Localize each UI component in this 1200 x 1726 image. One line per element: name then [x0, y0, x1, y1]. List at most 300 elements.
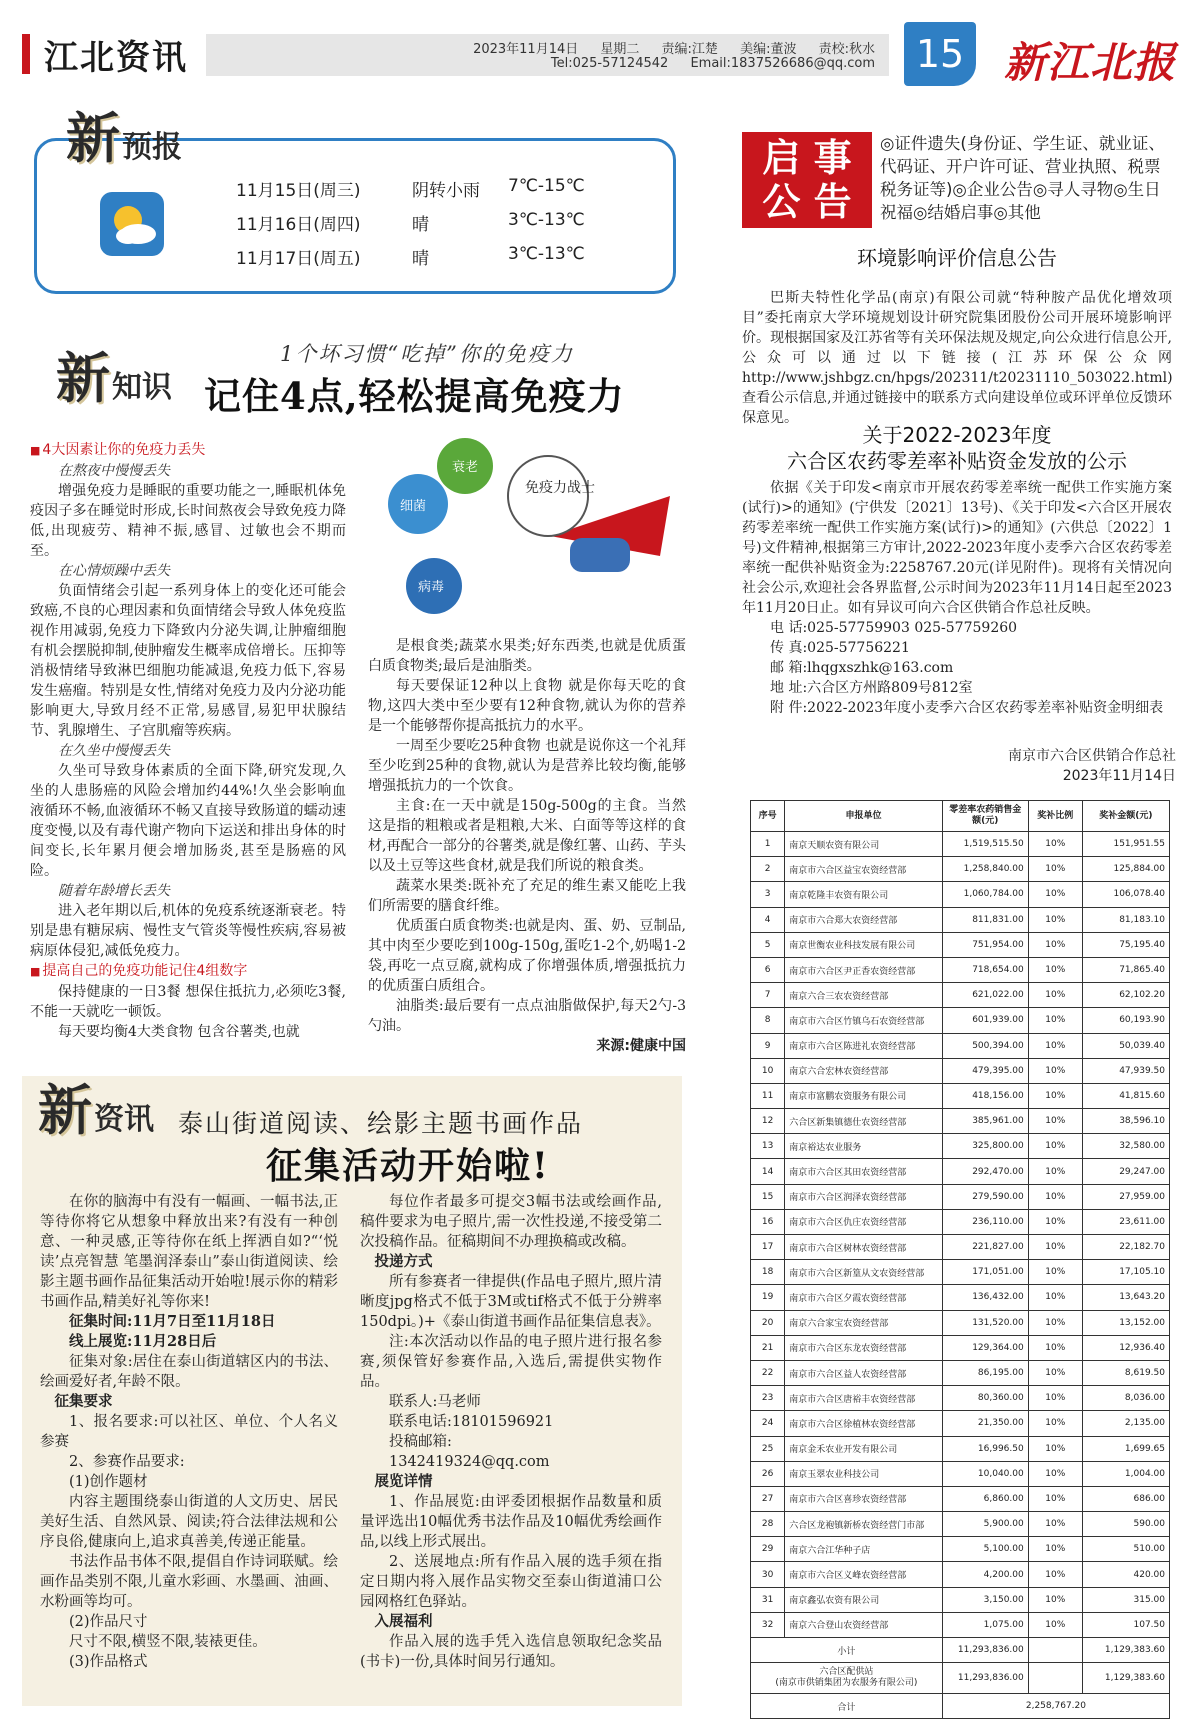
cell: 10%	[1028, 1512, 1082, 1537]
forecast-tag-small: 预报	[122, 130, 182, 165]
cell: 南京乾隆丰农资有限公司	[785, 882, 943, 907]
cell: 10%	[1028, 1184, 1082, 1209]
table-row	[751, 1411, 1170, 1436]
article-column-2	[368, 636, 686, 1056]
cell: 1,060,784.00	[942, 882, 1028, 907]
cell: 75,195.40	[1082, 932, 1169, 957]
cell: 1	[751, 832, 785, 857]
table-row	[751, 1310, 1170, 1335]
coop-label: 六合区配供站	[819, 1667, 874, 1678]
cell: 26	[751, 1461, 785, 1486]
cell: 南京鑫弘农资有限公司	[785, 1587, 943, 1612]
table-row	[751, 1335, 1170, 1360]
table-row	[751, 1209, 1170, 1234]
cell: 125,884.00	[1082, 857, 1169, 882]
col-header: 零差率农药销售金额(元)	[942, 801, 1028, 832]
cell: 62,102.20	[1082, 983, 1169, 1008]
cell: 南京市六合区益宝农资经营部	[785, 857, 943, 882]
paragraph: 1、作品展览:由评委团根据作品数量和质量评选出10幅优秀书法作品及10幅优秀绘画作品,以线上形式展出。	[360, 1494, 662, 1550]
cell: 811,831.00	[942, 907, 1028, 932]
cell	[1028, 1663, 1082, 1694]
cell: 27	[751, 1486, 785, 1511]
cell: 18	[751, 1260, 785, 1285]
cell: 21	[751, 1335, 785, 1360]
cell: 1,258,840.00	[942, 857, 1028, 882]
paragraph: 注:本次活动以作品的电子照片进行报名参赛,须保管好参赛作品,入选后,需提供实物作品。	[360, 1334, 662, 1390]
title-line: 关于2022-2023年度	[862, 423, 1052, 447]
subhead: 投递方式	[374, 1253, 433, 1270]
cell: 418,156.00	[942, 1083, 1028, 1108]
contact-tel: Tel:025-57124542	[550, 56, 669, 71]
cell: 10	[751, 1058, 785, 1083]
table-header-row	[751, 801, 1170, 832]
cell: 10%	[1028, 1612, 1082, 1637]
paragraph: (1)创作题材	[69, 1474, 148, 1490]
paragraph: 1、报名要求:可以社区、单位、个人名义参赛	[40, 1414, 338, 1450]
subhead: 在心情烦躁中丢失	[58, 563, 170, 579]
paragraph: (3)作品格式	[69, 1654, 148, 1670]
cell: 14	[751, 1159, 785, 1184]
cell: 10%	[1028, 1562, 1082, 1587]
section-head: ■ 4大因素让你的免疫力丢失	[30, 440, 346, 461]
cell: 11	[751, 1083, 785, 1108]
cell: 南京市六合区益人农资经营部	[785, 1360, 943, 1385]
designer: 美编:董波	[740, 42, 797, 57]
paragraph: 久坐可导致身体素质的全面下降,研究发现,久坐的人患肠癌的风险会增加约44%!久坐会影响血液循环不畅,血液循环不畅又直接导致肠道的蠕动速度变慢,以及有毒代谢产物向下运送和排出身体的时间变长,长年累月便会增加肠炎,甚至是肠癌的风险。	[30, 763, 346, 879]
table-row	[751, 1436, 1170, 1461]
contact-address: 地 址:六合区方州路809号812室	[770, 680, 973, 696]
paragraph: 书法作品书体不限,提倡自作诗词联赋。绘画作品类别不限,儿童水彩画、水墨画、油画、水粉画等均可。	[40, 1554, 338, 1610]
cell: 10%	[1028, 957, 1082, 982]
contact: 投稿邮箱:	[389, 1434, 452, 1450]
online-exhibit: 线上展览:11月28日后	[69, 1333, 217, 1350]
paragraph: 进入老年期以后,机体的免疫系统逐渐衰老。特别是患有糖尿病、慢性支气管炎等慢性疾病,容易被病原体侵犯,减低免疫力。	[30, 903, 346, 959]
table-row	[751, 832, 1170, 857]
signer: 南京市六合区供销合作总社	[1008, 748, 1176, 764]
table-row	[751, 1537, 1170, 1562]
paragraph: 保持健康的一日3餐 想保住抵抗力,必须吃3餐,不能一天就吃一顿饭。	[30, 984, 346, 1020]
cell: 7	[751, 983, 785, 1008]
cell: 10%	[1028, 1335, 1082, 1360]
cell: 12	[751, 1109, 785, 1134]
cell: 21,350.00	[942, 1411, 1028, 1436]
forecast-temp: 3℃-13℃	[508, 244, 585, 264]
cell: 13	[751, 1134, 785, 1159]
cell: 8	[751, 1008, 785, 1033]
cell: 136,432.00	[942, 1285, 1028, 1310]
cell: 10%	[1028, 1058, 1082, 1083]
cell: 129,364.00	[942, 1335, 1028, 1360]
cell: 10%	[1028, 1033, 1082, 1058]
table-row	[751, 1285, 1170, 1310]
table-row	[751, 1159, 1170, 1184]
cell: 686.00	[1082, 1486, 1169, 1511]
contact-phone: 电 话:025-57759903 025-57759260	[770, 620, 1018, 636]
cell: 50,039.40	[1082, 1033, 1169, 1058]
cell: 南京金禾农业开发有限公司	[785, 1436, 943, 1461]
news-tag-big: 新	[38, 1078, 92, 1142]
knowledge-tag-small: 知识	[112, 370, 172, 405]
paragraph: 2、送展地点:所有作品入展的选手须在指定日期内将入展作品实物交至泰山街道浦口公园网格红色驿站。	[360, 1554, 662, 1610]
cell: 1,519,515.50	[942, 832, 1028, 857]
subsidy-notice-title	[742, 422, 1172, 474]
cell: 2,258,767.20	[942, 1694, 1169, 1719]
cell: 11,293,836.00	[942, 1638, 1028, 1663]
cell: 南京六合登山农资经营部	[785, 1612, 943, 1637]
hero-label: 免疫力战士	[525, 480, 595, 496]
cell: 10%	[1028, 1235, 1082, 1260]
cell: 1,004.00	[1082, 1461, 1169, 1486]
title-line: 六合区农药零差率补贴资金发放的公示	[787, 449, 1127, 473]
section-title: 江北资讯	[44, 38, 188, 78]
cell: 南京市六合区唐裕丰农资经营部	[785, 1386, 943, 1411]
cell: 南京市六合区尹正香农资经营部	[785, 957, 943, 982]
subhead: 在熬夜中慢慢丢失	[58, 463, 170, 479]
page-number: 15	[904, 22, 976, 86]
cell: 南京市六合区树林农资经营部	[785, 1235, 943, 1260]
cell: 107.50	[1082, 1612, 1169, 1637]
cell: 71,865.40	[1082, 957, 1169, 982]
knowledge-tag-big: 新	[56, 346, 110, 410]
forecast-weather: 晴	[412, 249, 429, 269]
subhead: 征集要求	[54, 1393, 113, 1410]
cell: 南京市六合区陈进礼农资经营部	[785, 1033, 943, 1058]
article-column-1	[30, 440, 346, 1042]
cell: 8,619.50	[1082, 1360, 1169, 1385]
cell: 南京市六合区东龙农资经营部	[785, 1335, 943, 1360]
cell: 南京市六合区其田农资经营部	[785, 1159, 943, 1184]
cell: 5,900.00	[942, 1512, 1028, 1537]
cell: 10%	[1028, 1008, 1082, 1033]
col-header: 序号	[751, 801, 785, 832]
cell: 23	[751, 1386, 785, 1411]
germ-label: 衰老	[452, 460, 479, 475]
cell: 420.00	[1082, 1562, 1169, 1587]
cell: 10%	[1028, 1587, 1082, 1612]
cell: 10%	[1028, 1411, 1082, 1436]
table-body	[751, 832, 1170, 1638]
table-row	[751, 1512, 1170, 1537]
table-row	[751, 857, 1170, 882]
cell: 8,036.00	[1082, 1386, 1169, 1411]
notice-label-line: 公 告	[762, 179, 852, 224]
forecast-weather: 晴	[412, 215, 429, 235]
cell: 325,800.00	[942, 1134, 1028, 1159]
cell: 86,195.00	[942, 1360, 1028, 1385]
cell: 南京市六合区仇庄农资经营部	[785, 1209, 943, 1234]
cell	[751, 1663, 943, 1694]
cell: 15	[751, 1184, 785, 1209]
cell: 28	[751, 1512, 785, 1537]
editor: 责编:江楚	[661, 42, 718, 57]
paragraph: 在你的脑海中有没有一幅画、一幅书法,正等待你将它从想象中释放出来?有没有一种创意、一种灵感,正等待你在纸上挥洒自如?“‘悦读’点亮智慧 笔墨润泽泰山”泰山街道阅读、绘影主题书画作品征集活动开始啦!展示你的精彩书画作品,精美好礼等你来!	[40, 1194, 338, 1310]
attachment: 附 件:2022-2023年度小麦季六合区农药零差率补贴资金明细表	[770, 700, 1164, 716]
cell: 38,596.10	[1082, 1109, 1169, 1134]
forecast-weather: 阴转小雨	[412, 181, 480, 201]
table-row	[751, 983, 1170, 1008]
table-row	[751, 1184, 1170, 1209]
section-head: ■ 提高自己的免疫功能记住4组数字	[30, 961, 346, 982]
cell: 南京天顺农资有限公司	[785, 832, 943, 857]
cell: 9	[751, 1033, 785, 1058]
notice-label	[742, 132, 872, 228]
section-accent-bar	[22, 34, 30, 74]
table-row	[751, 1612, 1170, 1637]
cell: 南京裕达农业服务	[785, 1134, 943, 1159]
total-row	[751, 1694, 1170, 1719]
cell: 151,951.55	[1082, 832, 1169, 857]
table-row	[751, 1008, 1170, 1033]
subsidy-table	[750, 800, 1170, 1719]
subtotal-row	[751, 1638, 1170, 1663]
cell	[1028, 1638, 1082, 1663]
forecast-row	[0, 244, 700, 268]
paragraph: 增强免疫力是睡眠的重要功能之一,睡眠机体免疫因子多在睡觉时形成,长时间熬夜会导致免疫力降低,出现疲劳、精神不振,感冒、过敏也会不期而至。	[30, 483, 346, 559]
cell: 47,939.50	[1082, 1058, 1169, 1083]
cell: 41,815.60	[1082, 1083, 1169, 1108]
cell: 510.00	[1082, 1537, 1169, 1562]
cell: 315.00	[1082, 1587, 1169, 1612]
cell: 10%	[1028, 1537, 1082, 1562]
cell: 6	[751, 957, 785, 982]
table-row	[751, 1033, 1170, 1058]
contact: 联系电话:18101596921	[389, 1414, 554, 1430]
cell: 11,293,836.00	[942, 1663, 1028, 1694]
cell: 17	[751, 1235, 785, 1260]
paragraph: (2)作品尺寸	[69, 1614, 148, 1630]
paragraph: 依据《关于印发<南京市开展农药零差率统一配供工作实施方案(试行)>的通知》(宁供发〔2021〕13号)、《关于印发<六合区开展农药零差率统一配供工作实施方案(试行)>的通知》(六供总〔2022〕1号)文件精神,根据第三方审计,2022-2023年度小麦季六合区农药零差率统一配供补贴资金为:2258767.20元(详见附件)。现将有关情况向社会公示,欢迎社会各界监督,公示时间为2023年11月14日起至2023年11月20日止。如有异议可向六合区供销合作总社反映。	[742, 480, 1172, 616]
col-header: 奖补金额(元)	[1082, 801, 1169, 832]
cell: 221,827.00	[942, 1235, 1028, 1260]
cell: 10,040.00	[942, 1461, 1028, 1486]
contact: 联系人:马老师	[389, 1394, 481, 1410]
forecast-tag	[66, 96, 182, 173]
news-column-left	[40, 1192, 338, 1672]
paragraph: 负面情绪会引起一系列身体上的变化还可能会致癌,不良的心理因素和负面情绪会导致人体免疫监视作用减弱,免疫力下降致内分泌失调,让肿瘤细胞有机会摆脱抑制,使肿瘤发生概率成倍增长。压抑等消极情绪导致淋巴细胞功能减退,免疫力低下,容易发生癌瘤。特别是女性,情绪对免疫力及内分泌功能影响更大,导致月经不正常,易感冒,易犯甲状腺结节、乳腺增生、子宫肌瘤等疾病。	[30, 583, 346, 739]
cell: 10%	[1028, 907, 1082, 932]
cell: 590.00	[1082, 1512, 1169, 1537]
cell: 31	[751, 1587, 785, 1612]
cell: 南京市六合郑大农资经营部	[785, 907, 943, 932]
contact-email: Email:1837526686@qq.com	[690, 56, 875, 71]
table-row	[751, 1134, 1170, 1159]
cell: 南京市六合区义峰农资经营部	[785, 1562, 943, 1587]
paragraph: 油脂类:最后要有一点点油脂做保护,每天2勺-3勺油。	[368, 998, 686, 1034]
paragraph: 2、参赛作品要求:	[69, 1454, 185, 1470]
germ-label: 病毒	[418, 580, 445, 595]
paragraph: 每天要保证12种以上食物 就是你每天吃的食物,这四大类中至少要有12种食物,就认为你的营养是一个能够帮你提高抵抗力的水平。	[368, 678, 686, 734]
cell: 2	[751, 857, 785, 882]
paragraph: 是根食类;蔬菜水果类;好东西类,也就是优质蛋白质食物类;最后是油脂类。	[368, 638, 686, 674]
subhead: 随着年龄增长丢失	[58, 883, 170, 899]
table-row	[751, 1058, 1170, 1083]
cell: 17,105.10	[1082, 1260, 1169, 1285]
cell: 23,611.00	[1082, 1209, 1169, 1234]
cell: 10%	[1028, 1209, 1082, 1234]
env-notice-body	[742, 288, 1172, 428]
table-row	[751, 1235, 1170, 1260]
forecast-temp: 3℃-13℃	[508, 210, 585, 230]
forecast-temp: 7℃-15℃	[508, 176, 585, 196]
cell: 10%	[1028, 1260, 1082, 1285]
table-row	[751, 1360, 1170, 1385]
cell: 621,022.00	[942, 983, 1028, 1008]
paragraph: 尺寸不限,横竖不限,装裱更佳。	[69, 1634, 267, 1650]
cell: 10%	[1028, 1360, 1082, 1385]
cell: 合计	[751, 1694, 943, 1719]
subhead: 在久坐中慢慢丢失	[58, 743, 170, 759]
cell: 2,135.00	[1082, 1411, 1169, 1436]
cell: 81,183.10	[1082, 907, 1169, 932]
cell: 5	[751, 932, 785, 957]
cell: 南京市六合区竹镇乌石农资经营部	[785, 1008, 943, 1033]
table-row	[751, 1562, 1170, 1587]
cell: 10%	[1028, 1386, 1082, 1411]
collect-time: 征集时间:11月7日至11月18日	[69, 1313, 276, 1330]
table-row	[751, 907, 1170, 932]
cell: 南京市六合区夕霞农资经营部	[785, 1285, 943, 1310]
paragraph: 每天要均衡4大类食物 包含谷薯类,也就	[58, 1024, 300, 1040]
coop-label: (南京市供销集团为农服务有限公司)	[775, 1678, 918, 1689]
cell: 10%	[1028, 1159, 1082, 1184]
cell: 279,590.00	[942, 1184, 1028, 1209]
cell: 南京市富鹏农资服务有限公司	[785, 1083, 943, 1108]
cell: 4	[751, 907, 785, 932]
cell: 南京市六合区徐植林农资经营部	[785, 1411, 943, 1436]
subsidy-notice-body	[742, 478, 1172, 718]
germ-label: 细菌	[400, 499, 427, 514]
paragraph: 蔬菜水果类:既补充了充足的维生素又能吃上我们所需要的膳食纤维。	[368, 878, 686, 914]
cell: 236,110.00	[942, 1209, 1028, 1234]
cell: 10%	[1028, 857, 1082, 882]
cell: 30	[751, 1562, 785, 1587]
cell: 10%	[1028, 983, 1082, 1008]
immunity-illustration	[370, 426, 690, 626]
sign-date: 2023年11月14日	[1062, 768, 1176, 784]
cell: 500,394.00	[942, 1033, 1028, 1058]
cell: 25	[751, 1436, 785, 1461]
cell: 六合区龙袍镇新桥农资经营门市部	[785, 1512, 943, 1537]
forecast-date: 11月15日(周三)	[236, 181, 361, 201]
table-row	[751, 1386, 1170, 1411]
paragraph: 内容主题围绕泰山街道的人文历史、居民美好生活、自然风景、阅读;符合法律法规和公序良俗,健康向上,追求真善美,传递正能量。	[40, 1494, 338, 1550]
table-row	[751, 932, 1170, 957]
cell: 10%	[1028, 1486, 1082, 1511]
subhead: 入展福利	[374, 1613, 433, 1630]
table-row	[751, 1109, 1170, 1134]
forecast-row	[0, 210, 700, 234]
cell: 1,129,383.60	[1082, 1638, 1169, 1663]
forecast-date: 11月16日(周四)	[236, 215, 361, 235]
cell: 南京市六合区润泽农资经营部	[785, 1184, 943, 1209]
paragraph: 所有参赛者一律提供(作品电子照片,照片清晰度jpg格式不低于3M或tif格式不低于分辨率150dpi。)+《泰山街道书画作品征集信息表》。	[360, 1274, 662, 1330]
cell: 22,182.70	[1082, 1235, 1169, 1260]
paragraph: 巴斯夫特性化学品(南京)有限公司就“特种胺产品优化增效项目”委托南京大学环境规划设计研究院集团股份公司开展环境影响评价。现根据国家及江苏省等有关环保法规及规定,向公众进行信息公开,公众可以通过以下链接(江苏环保公众网http://www.jshbgz.cn/hpgs/202311/t20231110_503022.html)查看公示信息,并通过链接中的联系方式向建设单位或环评单位反馈环保意见。	[742, 290, 1173, 426]
paragraph: 每位作者最多可提交3幅书法或绘画作品,稿件要求为电子照片,需一次性投递,不接受第二次投稿作品。征稿期间不办理换稿或改稿。	[360, 1194, 662, 1250]
cell: 南京玉翠农业科技公司	[785, 1461, 943, 1486]
cell: 南京世衡农业科技发展有限公司	[785, 932, 943, 957]
cell: 10%	[1028, 1436, 1082, 1461]
cell: 6,860.00	[942, 1486, 1028, 1511]
cell: 南京六合三农农资经营部	[785, 983, 943, 1008]
table-row	[751, 1486, 1170, 1511]
newspaper-logo: 新江北报	[1004, 38, 1177, 87]
forecast-date: 11月17日(周五)	[236, 249, 361, 269]
cell: 10%	[1028, 1134, 1082, 1159]
cell: 六合区新集镇德仕农资经营部	[785, 1109, 943, 1134]
cell: 10%	[1028, 1083, 1082, 1108]
table-row	[751, 1260, 1170, 1285]
col-header: 奖补比例	[1028, 801, 1082, 832]
table-row	[751, 1587, 1170, 1612]
cell: 10%	[1028, 932, 1082, 957]
cell: 10%	[1028, 1461, 1082, 1486]
cell: 171,051.00	[942, 1260, 1028, 1285]
cell: 小计	[751, 1638, 943, 1663]
article-subtitle: 1个坏习惯“吃掉”你的免疫力	[280, 342, 574, 366]
cell: 32,580.00	[1082, 1134, 1169, 1159]
cell: 19	[751, 1285, 785, 1310]
cell: 3	[751, 882, 785, 907]
cell: 20	[751, 1310, 785, 1335]
cell: 1,129,383.60	[1082, 1663, 1169, 1694]
masthead-info	[206, 34, 889, 76]
cell: 16,996.50	[942, 1436, 1028, 1461]
issue-weekday: 星期二	[600, 42, 640, 57]
knowledge-tag	[56, 336, 172, 413]
cell: 106,078.40	[1082, 882, 1169, 907]
contact: 1342419324@qq.com	[389, 1454, 550, 1470]
article-headline: 记住4点,轻松提高免疫力	[204, 374, 625, 418]
notice-types: ◎证件遗失(身份证、学生证、就业证、代码证、开户许可证、营业执照、税票税务证等)◎企业公告◎寻人寻物◎生日祝福◎结婚启事◎其他	[880, 134, 1165, 222]
cell: 60,193.90	[1082, 1008, 1169, 1033]
cell: 601,939.00	[942, 1008, 1028, 1033]
news-tag-small: 资讯	[94, 1102, 154, 1137]
cell: 22	[751, 1360, 785, 1385]
cell: 南京市六合区喜珍农资经营部	[785, 1486, 943, 1511]
env-notice-title: 环境影响评价信息公告	[857, 246, 1057, 270]
contact-fax: 传 真:025-57756221	[770, 640, 910, 656]
subhead: 展览详情	[374, 1473, 433, 1490]
cell: 南京六合家宝农资经营部	[785, 1310, 943, 1335]
news-column-right	[360, 1192, 662, 1672]
cell: 4,200.00	[942, 1562, 1028, 1587]
cell: 385,961.00	[942, 1109, 1028, 1134]
cell: 29,247.00	[1082, 1159, 1169, 1184]
paragraph: 一周至少要吃25种食物 也就是说你这一个礼拜至少吃到25种的食物,就认为是营养比较均衡,能够增强抵抗力的一个饮食。	[368, 738, 686, 794]
cell: 29	[751, 1537, 785, 1562]
cell: 27,959.00	[1082, 1184, 1169, 1209]
cell: 718,654.00	[942, 957, 1028, 982]
forecast-row	[0, 176, 700, 200]
col-header: 申报单位	[785, 801, 943, 832]
coop-row	[751, 1663, 1170, 1694]
paragraph: 主食:在一天中就是150g-500g的主食。当然这是指的粗粮或者是粗粮,大米、白面等等这样的食材,再配合一部分的谷薯类,就是像红薯、山药、芋头以及土豆等这些食材,就是我们所说的粮食类。	[368, 798, 686, 874]
issue-date: 2023年11月14日	[473, 42, 579, 57]
cell: 12,936.40	[1082, 1335, 1169, 1360]
table-row	[751, 1083, 1170, 1108]
cell: 3,150.00	[942, 1587, 1028, 1612]
paragraph: 作品入展的选手凭入选信息领取纪念奖品(书卡)一份,具体时间另行通知。	[360, 1634, 662, 1670]
cell: 292,470.00	[942, 1159, 1028, 1184]
paragraph: 优质蛋白质食物类:也就是肉、蛋、奶、豆制品,其中肉至少要吃到100g-150g,蛋吃1-2个,奶喝1-2袋,再吃一点豆腐,就构成了你增强体质,增强抵抗力的优质蛋白质组合。	[368, 918, 686, 994]
forecast-tag-big: 新	[66, 106, 120, 170]
cell: 16	[751, 1209, 785, 1234]
cell: 10%	[1028, 1285, 1082, 1310]
table-row	[751, 957, 1170, 982]
contact-email: 邮 箱:lhqgxszhk@163.com	[770, 660, 954, 676]
cell: 751,954.00	[942, 932, 1028, 957]
